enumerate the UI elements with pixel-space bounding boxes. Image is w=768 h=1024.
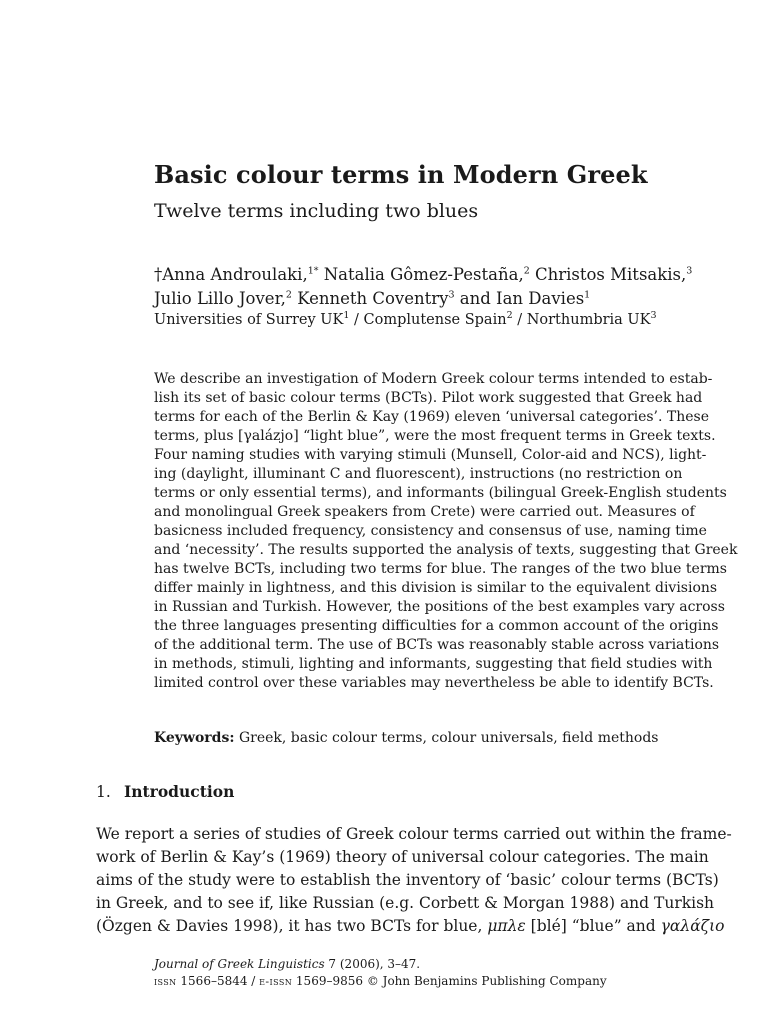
paper-title: Basic colour terms in Modern Greek: [154, 160, 648, 189]
abstract: [154, 370, 738, 693]
body-line: We report a series of studies of Greek colour terms carried out within the frame-: [96, 825, 732, 843]
page-footer: [154, 956, 607, 990]
abstract-line: and monolingual Greek speakers from Crete) were carried out. Measures of: [154, 504, 695, 520]
author-line-2: [154, 287, 714, 311]
affiliation-mark: 1: [343, 310, 350, 322]
journal-details: 7 (2006), 3–47.: [324, 957, 421, 971]
author-affiliation-mark: 2: [523, 265, 530, 277]
affiliation: / Complutense Spain: [349, 312, 507, 328]
author-affiliation-mark: 2: [285, 289, 292, 301]
author-list: [154, 263, 714, 311]
body-text: [96, 823, 732, 938]
author-name: Anna Androulaki,: [162, 265, 308, 284]
author-name: Christos Mitsakis,: [529, 265, 687, 284]
body-text-segment: [blé] “blue” and: [525, 917, 661, 935]
author-name: Julio Lillo Jover,: [154, 289, 286, 308]
journal-citation: [154, 956, 607, 973]
abstract-line: Four naming studies with varying stimuli (Munsell, Color-aid and NCS), light-: [154, 447, 707, 463]
abstract-line: terms or only essential terms), and informants (bilingual Greek-English students: [154, 485, 727, 501]
affiliation-mark: 3: [650, 310, 657, 322]
issn-label: issn: [154, 975, 177, 988]
affiliations: [154, 310, 657, 330]
abstract-line: in methods, stimuli, lighting and informants, suggesting that field studies with: [154, 656, 713, 672]
abstract-line: in Russian and Turkish. However, the positions of the best examples vary across: [154, 599, 725, 615]
abstract-line: lish its set of basic colour terms (BCTs). Pilot work suggested that Greek had: [154, 390, 703, 406]
abstract-line: of the additional term. The use of BCTs was reasonably stable across variations: [154, 637, 720, 653]
keywords: [154, 728, 658, 748]
section-number: 1.: [96, 783, 111, 801]
abstract-line: ing (daylight, illuminant C and fluorescent), instructions (no restriction on: [154, 466, 683, 482]
section-heading: [96, 782, 234, 802]
greek-term: γαλάζιο: [660, 917, 725, 935]
affiliation: / Northumbria UK: [512, 312, 651, 328]
issn-line: [154, 973, 607, 990]
paper-subtitle: Twelve terms including two blues: [154, 200, 479, 222]
author-name: Kenneth Coventry: [291, 289, 449, 308]
author-name: Natalia Gômez-Pestaña,: [318, 265, 524, 284]
keywords-list: Greek, basic colour terms, colour universals, field methods: [234, 730, 659, 746]
issn-value: 1566–5844 /: [176, 974, 260, 988]
author-name: and Ian Davies: [454, 289, 585, 308]
eissn-label: e-issn: [259, 975, 293, 988]
abstract-line: terms for each of the Berlin & Kay (1969) eleven ‘universal categories’. These: [154, 409, 710, 425]
author-affiliation-mark: 1: [584, 289, 591, 301]
abstract-line: has twelve BCTs, including two terms for blue. The ranges of the two blue terms: [154, 561, 727, 577]
journal-name: Journal of Greek Linguistics: [154, 957, 325, 971]
eissn-value: 1569–9856 © John Benjamins Publishing Company: [292, 974, 607, 988]
body-line: [96, 915, 725, 938]
body-line: in Greek, and to see if, like Russian (e.g. Corbett & Morgan 1988) and Turkish: [96, 894, 715, 912]
deceased-dagger: †: [154, 265, 163, 284]
affiliation-mark: 2: [506, 310, 513, 322]
greek-term: μπλε: [487, 917, 526, 935]
abstract-line: limited control over these variables may nevertheless be able to identify BCTs.: [154, 675, 714, 691]
body-text-segment: (Özgen & Davies 1998), it has two BCTs for blue,: [96, 917, 488, 935]
section-title: Introduction: [124, 782, 235, 801]
keywords-label: Keywords:: [154, 730, 235, 746]
body-line: work of Berlin & Kay’s (1969) theory of universal colour categories. The main: [96, 848, 709, 866]
author-affiliation-mark: 1*: [307, 265, 319, 277]
abstract-line: and ‘necessity’. The results supported the analysis of texts, suggesting that Greek: [154, 542, 738, 558]
abstract-line: We describe an investigation of Modern Greek colour terms intended to estab-: [154, 371, 713, 387]
abstract-line: terms, plus [γalázjo] “light blue”, were the most frequent terms in Greek texts.: [154, 428, 716, 444]
abstract-line: basicness included frequency, consistency and consensus of use, naming time: [154, 523, 707, 539]
body-line: aims of the study were to establish the inventory of ‘basic’ colour terms (BCTs): [96, 871, 719, 889]
affiliation: Universities of Surrey UK: [154, 312, 344, 328]
author-affiliation-mark: 3: [448, 289, 455, 301]
abstract-line: differ mainly in lightness, and this division is similar to the equivalent divisions: [154, 580, 718, 596]
author-line-1: [154, 263, 714, 287]
author-affiliation-mark: 3: [686, 265, 693, 277]
abstract-line: the three languages presenting difficulties for a common account of the origins: [154, 618, 719, 634]
